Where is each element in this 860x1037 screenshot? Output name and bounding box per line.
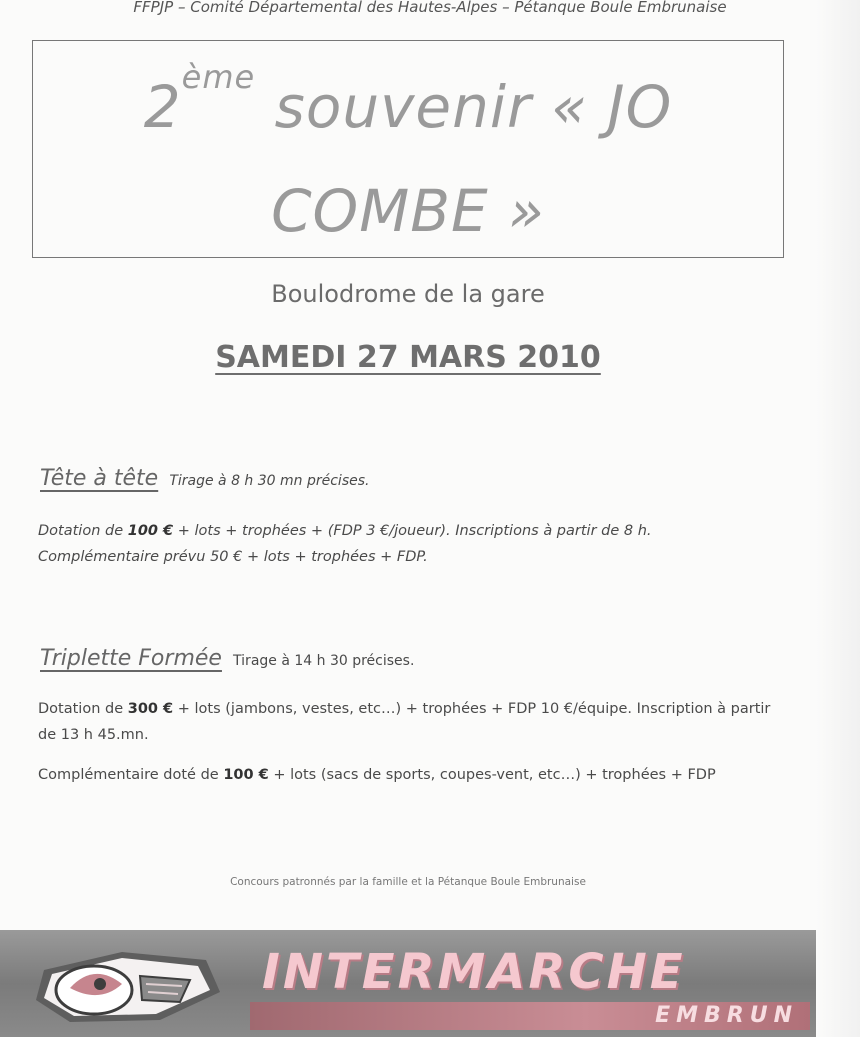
brand-city-bar	[250, 1002, 810, 1030]
title-line-1	[33, 55, 783, 159]
section-title: Tête à tête	[40, 466, 159, 491]
brand-name: INTERMARCHE	[262, 944, 686, 1000]
brand-city: EMBRUN	[655, 1003, 798, 1028]
section-title: Triplette Formée	[40, 646, 222, 671]
text-prefix: Dotation de	[38, 523, 124, 539]
sponsor-banner	[0, 930, 816, 1037]
event-title	[33, 55, 783, 263]
amount: 300 €	[127, 701, 174, 717]
text-rest: + lots + trophées + (FDP 3 €/joueur). Inscriptions à partir de 8 h.	[177, 523, 652, 539]
section-line	[38, 762, 786, 788]
title-box	[32, 40, 784, 258]
amount: 100 €	[127, 523, 174, 539]
section-tete-a-tete-heading	[40, 466, 369, 491]
section-line	[38, 696, 786, 748]
section-triplette-heading	[40, 646, 414, 671]
text-prefix: Complémentaire doté de	[38, 767, 219, 783]
title-ordinal: 2	[143, 73, 182, 141]
event-date: SAMEDI 27 MARS 2010	[215, 340, 601, 375]
section-line	[38, 518, 786, 544]
title-line-2: COMBE »	[271, 177, 545, 245]
organization-header: FFPJP – Comité Départemental des Hautes-Alpes – Pétanque Boule Embrunaise	[133, 0, 727, 16]
title-line1-text: souvenir « JO	[274, 73, 673, 141]
title-ordinal-sup: ème	[181, 58, 256, 96]
section-line: Complémentaire prévu 50 € + lots + trophées + FDP.	[38, 549, 428, 565]
sponsor-note: Concours patronnés par la famille et la Pétanque Boule Embrunaise	[230, 876, 586, 888]
amount: 100 €	[223, 767, 269, 783]
section-tete-a-tete-body	[38, 518, 786, 570]
scan-shadow	[816, 0, 860, 1037]
text-rest: + lots (jambons, vestes, etc…) + trophées + FDP 10 €/équipe. Inscription à partir de 13 h 45.mn.	[38, 701, 771, 743]
section-note: Tirage à 14 h 30 précises.	[233, 653, 415, 669]
section-triplette-body	[38, 696, 786, 788]
intermarche-logo-icon	[30, 940, 230, 1028]
venue: Boulodrome de la gare	[271, 280, 545, 308]
event-date-wrapper	[0, 340, 816, 375]
section-note: Tirage à 8 h 30 mn précises.	[169, 473, 370, 489]
text-rest: + lots (sacs de sports, coupes-vent, etc…) + trophées + FDP	[273, 767, 716, 783]
text-prefix: Dotation de	[38, 701, 124, 717]
